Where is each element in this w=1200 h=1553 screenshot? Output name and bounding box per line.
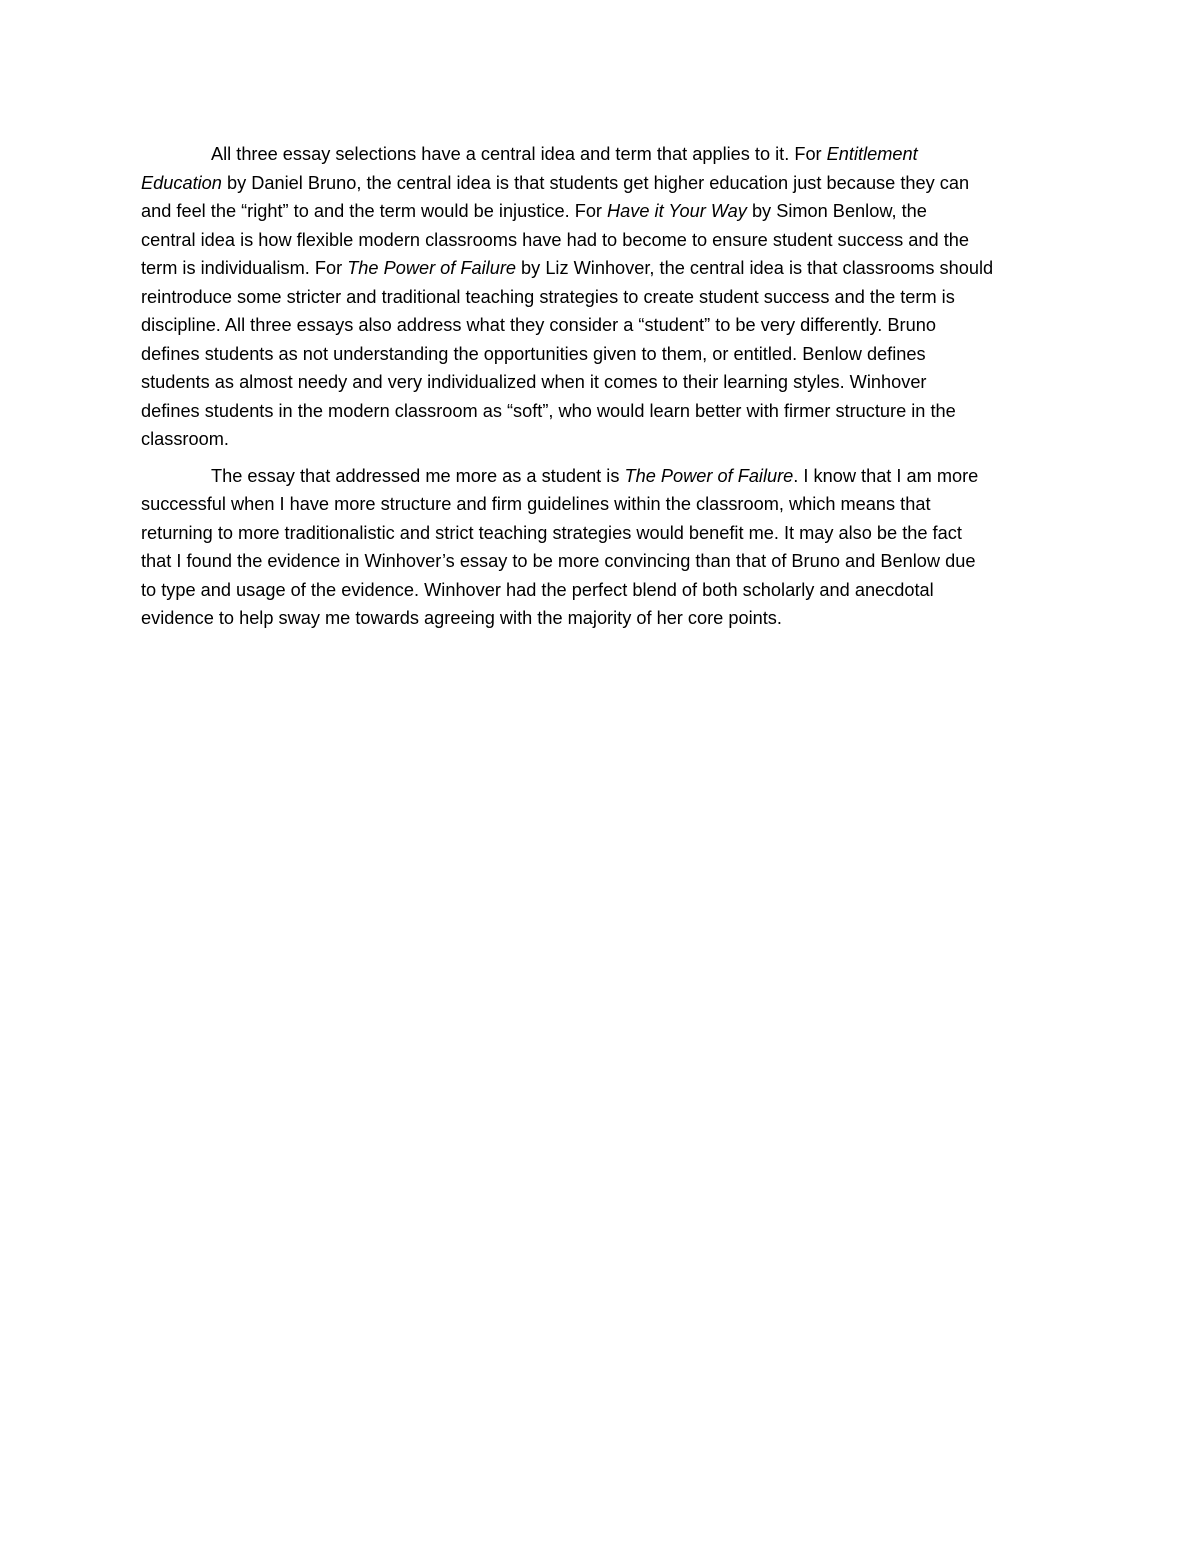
text-run: that I found the evidence in Winhover’s essay to be more convincing than that of Bruno and Benlow due (141, 551, 976, 571)
essay-title-text: The Power of Failure (347, 258, 516, 278)
text-line (141, 140, 1061, 169)
text-run: and feel the “right” to and the term would be injustice. For (141, 201, 608, 221)
text-line (141, 340, 1061, 369)
text-line (141, 368, 1061, 397)
text-line (141, 311, 1061, 340)
essay-title-text: Have it Your Way (607, 201, 747, 221)
text-line (141, 169, 1061, 198)
text-line (141, 576, 1061, 605)
text-run: classroom. (141, 429, 229, 449)
text-line (141, 397, 1061, 426)
essay-body (141, 140, 1061, 641)
text-run: by Liz Winhover, the central idea is that classrooms should (516, 258, 994, 278)
text-run: defines students in the modern classroom as “soft”, who would learn better with firmer structure in the (141, 400, 956, 421)
text-run: The essay that addressed me more as a student is (211, 465, 625, 486)
text-run: reintroduce some stricter and traditional teaching strategies to create student success and the term is (141, 286, 955, 307)
text-run: . I know that I am more (793, 465, 979, 486)
paragraph (141, 462, 1061, 633)
text-run: central idea is how flexible modern classrooms have had to become to ensure student success and the (141, 229, 969, 250)
text-line (141, 425, 1061, 454)
text-run: by Simon Benlow, the (746, 201, 927, 221)
text-run: All three essay selections have a central idea and term that applies to it. For (211, 144, 827, 164)
text-line (141, 283, 1061, 312)
text-line (141, 547, 1061, 576)
text-line (141, 197, 1061, 226)
text-line (141, 490, 1061, 519)
text-run: evidence to help sway me towards agreeing with the majority of her core points. (141, 608, 782, 628)
text-line (141, 519, 1061, 548)
text-run: successful when I have more structure and firm guidelines within the classroom, which means that (141, 494, 931, 514)
text-line (141, 462, 1061, 491)
text-run: to type and usage of the evidence. Winhover had the perfect blend of both scholarly and anecdotal (141, 579, 934, 600)
text-run: by Daniel Bruno, the central idea is that students get higher education just because they can (221, 172, 970, 193)
text-run: term is individualism. For (141, 258, 348, 278)
paragraph (141, 140, 1061, 454)
essay-title-text: Entitlement (826, 144, 918, 164)
essay-title-text: The Power of Failure (624, 465, 794, 486)
essay-title-text: Education (141, 172, 222, 193)
text-run: students as almost needy and very individualized when it comes to their learning styles. Winhover (141, 372, 927, 392)
text-line (141, 226, 1061, 255)
text-run: discipline. All three essays also address what they consider a “student” to be very differently. Bruno (141, 315, 936, 335)
text-run: returning to more traditionalistic and strict teaching strategies would benefit me. It may also be the fact (141, 522, 962, 543)
text-line (141, 604, 1061, 633)
text-line (141, 254, 1061, 283)
text-run: defines students as not understanding the opportunities given to them, or entitled. Benlow defines (141, 343, 926, 364)
